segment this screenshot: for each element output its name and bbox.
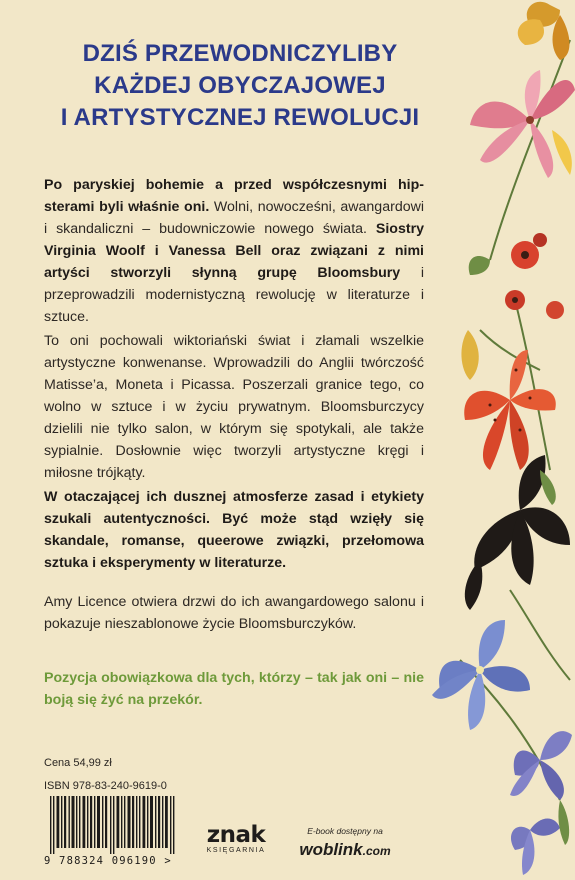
barcode-number: 9 788324 096190 >	[44, 855, 172, 867]
blurb-paragraph-4: Amy Licence otwiera drzwi do ich awangardowego salonu i pokazuje nieszablonowe życie Bloomsburczyków.	[44, 594, 424, 632]
barcode	[44, 796, 184, 854]
dark-leaves	[465, 455, 570, 610]
woblink-logo-text: woblink	[299, 840, 363, 859]
blurb-recommendation: Pozycja obowiązkowa dla tych, którzy – tak jak oni – nie boją się żyć na przekór.	[44, 670, 424, 708]
lily-bud	[461, 330, 478, 380]
woblink-logo-suffix: .com	[362, 844, 391, 858]
blurb-paragraph-3	[44, 486, 424, 574]
ebook-availability	[290, 826, 400, 860]
blurb-bold-lead: Po paryskiej bohemie a przed współczesnymi hipsterami byli właśnie oni.	[44, 177, 424, 215]
blurb-text: Wolni, nowocześni, awangardowi i skandaliczni – budowniczowie nowego świata.	[44, 199, 424, 237]
ebook-caption: E-book dostępny na	[307, 826, 383, 836]
publisher-logo	[206, 823, 266, 854]
botanical-flowers-illustration	[420, 0, 575, 880]
cover-headline	[40, 38, 440, 134]
blurb-paragraph-2: To oni pochowali wiktoriański świat i złamali wszelkie artystyczne konwenanse. Wprowadzili do Anglii twórczość Matisse’a, Moneta i Picassa. Poszerzali granice tego, co wolno w sztuce i w życiu prywatnym. Bloomsburczycy dzielili nie tylko salon, w którym się spotykali, ale także sypialnie. Dosłownie więc tworzyli artystyczne kręgi i miłosne trójkąty.	[44, 333, 424, 481]
tiger-lily	[464, 350, 556, 470]
blurb-bold-names: Siostry Virginia Woolf i Vanessa Bell oraz związani z nimi artyści stworzyli słynną grupę Bloomsbury	[44, 221, 424, 281]
woblink-logo	[290, 840, 400, 860]
blurb-bold-paragraph: W otaczającej ich dusznej atmosferze zasad i etykiety szukali autentyczności. Być może stąd wzięły się skandale, romanse, queerowe związki, przełomowa sztuka i eksperymenty w literaturze.	[44, 489, 424, 571]
blurb-paragraph-1	[44, 174, 424, 328]
poppy-flowers	[505, 233, 564, 319]
isbn-label: ISBN 978-83-240-9619-0	[44, 780, 167, 792]
headline-line-1: DZIŚ PRZEWODNICZYLIBY	[82, 40, 398, 67]
blurb-text-end: i przeprowadzili modernistyczną rewolucję w literaturze i sztuce.	[44, 265, 424, 325]
headline-line-3: I ARTYSTYCZNEJ REWOLUCJI	[60, 104, 420, 131]
headline-line-2: KAŻDEJ OBYCZAJOWEJ	[94, 72, 386, 99]
blue-flowers	[432, 620, 572, 875]
lily-yellow	[518, 2, 570, 60]
publisher-logo-subtitle: KSIĘGARNIA	[206, 847, 266, 854]
price-label: Cena 54,99 zł	[44, 757, 112, 769]
publisher-logo-text: znak	[206, 822, 266, 848]
